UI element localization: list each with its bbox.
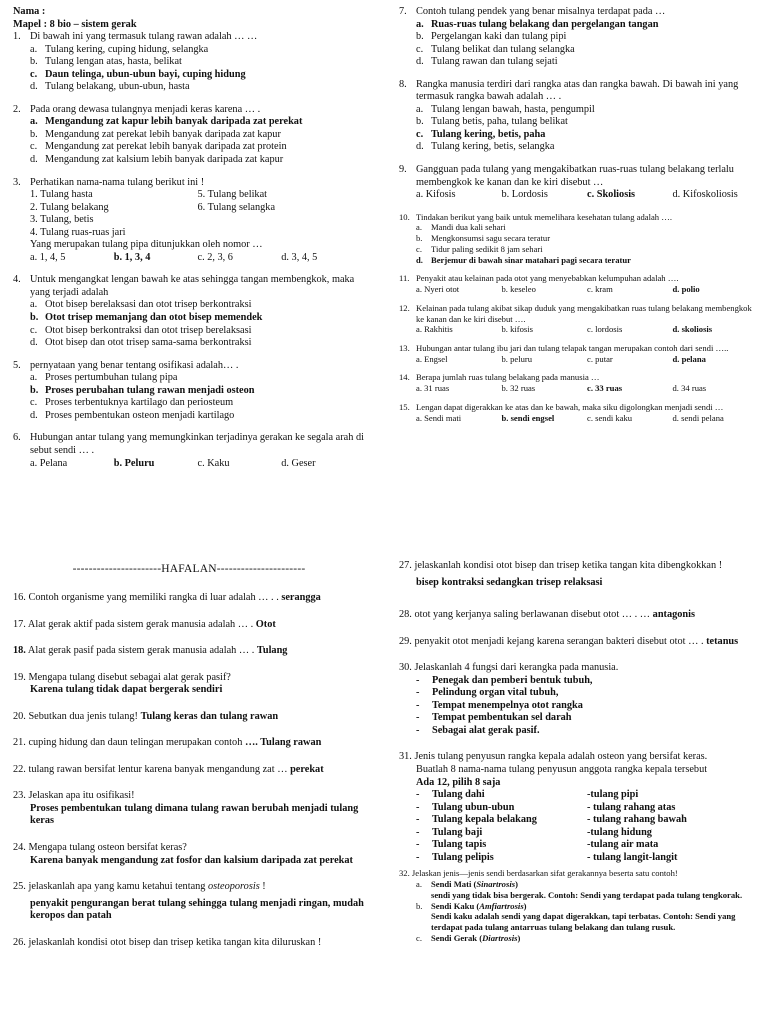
- question-text: Rangka manusia terdiri dari rangka atas dan rangka bawah. Di bawah ini yang termasuk rangka bawah adalah … .: [416, 78, 739, 103]
- option-text: Tidur paling sedikit 8 jam sehari: [431, 243, 543, 254]
- bone-list-item: 4. Tulang ruas-ruas jari: [30, 226, 126, 238]
- option-text: a. Rakhitis: [416, 324, 453, 335]
- question-number: 11.: [399, 273, 410, 284]
- skull-bone-item: Tulang ubun-ubun: [432, 801, 515, 813]
- hafalan-question-24: [13, 842, 365, 867]
- question-5: [13, 360, 365, 423]
- question-number: 3.: [13, 176, 21, 188]
- skull-bone-item: Tulang tapis: [432, 839, 487, 851]
- hafalan-question-29: [399, 636, 758, 649]
- option-letter: b.: [30, 312, 39, 324]
- option-text: d. sendi pelana: [672, 412, 724, 423]
- question-text: Buatlah 8 nama-nama tulang penyusun anggota rangka kepala tersebut: [416, 764, 708, 776]
- option-letter: c.: [30, 324, 38, 336]
- answer-text: Karena banyak mengandung zat fosfor dan kalsium daripada zat perekat: [30, 854, 353, 866]
- option-text: Tulang kering, betis, selangka: [431, 141, 555, 153]
- question-7: [399, 6, 758, 69]
- option-letter: a.: [30, 116, 38, 128]
- option-letter: a.: [416, 103, 424, 115]
- option-letter: c.: [416, 43, 424, 55]
- answer-note: Ada 12, pilih 8 saja: [416, 776, 501, 788]
- option-text: c. sendi kaku: [587, 412, 633, 423]
- question-number: 16.: [13, 592, 26, 604]
- question-text: Jelaskanlah 4 fungsi dari kerangka pada manusia.: [414, 662, 619, 674]
- option-letter: c.: [416, 243, 422, 254]
- option-letter: c.: [30, 141, 38, 153]
- option-text: Mandi dua kali sehari: [431, 222, 506, 233]
- option-letter: b.: [416, 233, 423, 244]
- option-text-answer: Mengandung zat kapur lebih banyak daripada zat perekat: [45, 116, 303, 128]
- joint-type-name: ): [517, 932, 521, 943]
- option-text: d. 3, 4, 5: [281, 251, 318, 263]
- bone-list-item: 5. Tulang belikat: [197, 189, 268, 201]
- question-3: [13, 177, 365, 265]
- option-text-answer: Tulang kering, betis, paha: [431, 128, 546, 140]
- question-number: 12.: [399, 302, 410, 313]
- option-letter: b.: [416, 31, 424, 43]
- question-text: cuping hidung dan daun telingan merupakan contoh: [28, 737, 243, 749]
- hafalan-question-21: [13, 737, 365, 750]
- question-number: 1.: [13, 31, 21, 43]
- option-text: a. Kifosis: [416, 189, 456, 201]
- question-number: 2.: [13, 103, 21, 115]
- question-14: [399, 372, 758, 393]
- question-number: 10.: [399, 211, 410, 222]
- question-text: Lengan dapat digerakkan ke atas dan ke bawah, maka siku digolongkan menjadi sendi …: [416, 401, 724, 412]
- function-item: Tempat menempelnya otot rangka: [432, 699, 583, 711]
- question-11: [399, 273, 758, 294]
- option-text: Mengandung zat kalsium lebih banyak daripada zat kapur: [45, 154, 284, 166]
- option-text: a. 31 ruas: [416, 383, 450, 394]
- question-text: Hubungan antar tulang yang memungkinkan terjadinya gerakan ke segala arah di sebut sendi … .: [30, 432, 364, 456]
- question-number: 9.: [399, 164, 407, 176]
- question-number: 7.: [399, 6, 407, 17]
- option-text: Mengandung zat perekat lebih banyak daripada zat protein: [45, 141, 287, 153]
- option-text: Tulang lengan atas, hasta, belikat: [45, 56, 182, 68]
- option-letter: a.: [30, 43, 38, 55]
- option-letter: a.: [30, 372, 38, 384]
- function-item: Penegak dan pemberi bentuk tubuh,: [432, 674, 593, 686]
- question-text: Di bawah ini yang termasuk tulang rawan adalah … …: [30, 31, 258, 43]
- option-letter: d.: [30, 81, 38, 93]
- option-text: Mengandung zat perekat lebih banyak daripada zat kapur: [45, 128, 281, 140]
- option-text: Mengkonsumsi sagu secara teratur: [431, 233, 551, 244]
- answer-text: Tulang keras dan tulang rawan: [140, 710, 279, 722]
- skull-bone-item: -tulang hidung: [587, 826, 652, 838]
- hafalan-question-26: [13, 937, 365, 950]
- hafalan-question-30: 30. Jelaskanlah 4 fungsi dari kerangka pada manusia. - Penegak dan pemberi bentuk tubuh, - Pelindung organ vital tubuh, - Tempat menempelnya otot rangka - Tempat pembentukan sel darah - Sebagai alat gerak pasif.: [399, 662, 619, 736]
- bone-list-item: 1. Tulang hasta: [30, 189, 93, 201]
- option-text: d. Kifoskoliosis: [672, 189, 738, 201]
- option-letter: d.: [416, 254, 423, 265]
- option-text: Otot bisep berelaksasi dan otot trisep berkontraksi: [45, 299, 252, 311]
- hafalan-question-31: 31. Jenis tulang penyusun rangka kepala adalah osteon yang bersifat keras. Buatlah 8 nama-nama tulang penyusun anggota rangka kepala tersebut Ada 12, pilih 8 saja - Tulang dahi -tulang pipi - Tulang ubun-ubun - tulang rahang atas - Tulang kepala belakang - tulang rahang bawah - Tulang baji -tulang hidung - Tulang tapis -tulang air mata - Tulang pelipis - tulang langit-langit: [399, 751, 758, 864]
- joint-type-description: sendi yang tidak bisa bergerak. Contoh: Sendi yang terdapat pada tulang tengkorak.: [431, 889, 743, 900]
- option-text: Tulang rawan dan tulang sejati: [431, 56, 558, 68]
- hafalan-heading: ----------------------HAFALAN----------------------: [72, 563, 306, 575]
- option-letter: d.: [416, 141, 424, 153]
- option-text: Proses pertumbuhan tulang pipa: [45, 372, 178, 384]
- question-stem: Yang merupakan tulang pipa ditunjukkan oleh nomor …: [30, 239, 263, 251]
- bone-list-item: 6. Tulang selangka: [197, 201, 276, 213]
- skull-bone-item: - tulang rahang atas: [587, 801, 676, 813]
- option-text-answer: d. polio: [672, 284, 700, 295]
- question-text: jelaskanlah apa yang kamu ketahui tentang: [28, 881, 209, 893]
- option-letter: c.: [416, 128, 424, 140]
- option-text: b. peluru: [501, 353, 533, 364]
- answer-text: perekat: [290, 763, 324, 775]
- question-8: [399, 79, 758, 154]
- question-number: 15.: [399, 401, 410, 412]
- question-text: Gangguan pada tulang yang mengakibatkan ruas-ruas tulang belakang terlalu membengkok ke kanan dan ke kiri disebut …: [416, 164, 734, 188]
- question-text: Alat gerak pasif pada sistem gerak manusia adalah … .: [27, 645, 255, 657]
- option-letter: a.: [416, 222, 422, 233]
- right-column-hafalan: [399, 560, 758, 944]
- option-letter: b.: [416, 900, 423, 911]
- skull-bone-item: Tulang pelipis: [432, 851, 494, 863]
- left-column-hafalan: [13, 560, 365, 963]
- function-item: Sebagai alat gerak pasif.: [432, 724, 540, 736]
- joint-type-name: ): [523, 900, 527, 911]
- answer-text: Karena tulang tidak dapat bergerak sendiri: [30, 684, 223, 696]
- option-letter: c.: [30, 68, 38, 80]
- hafalan-question-18: [13, 645, 365, 658]
- left-column-top: [13, 6, 365, 480]
- option-letter: a.: [416, 18, 424, 30]
- question-1: [13, 31, 365, 94]
- question-text: jelaskanlah kondisi otot bisep dan trisep ketika tangan kita diluruskan !: [28, 936, 322, 948]
- question-number: 17.: [13, 618, 26, 630]
- option-text-answer: b. 1, 3, 4: [113, 251, 151, 263]
- option-letter: d.: [30, 337, 38, 349]
- question-text: jelaskanlah kondisi otot bisep dan trisep ketika tangan kita dibengkokkan !: [414, 560, 723, 571]
- question-text: Penyakit atau kelainan pada otot yang menyebabkan kelumpuhan adalah ….: [416, 273, 679, 284]
- question-text: penyakit otot menjadi kejang karena serangan bakteri disebut otot … .: [414, 635, 704, 647]
- option-text: Tulang lengan bawah, hasta, pengumpil: [431, 103, 595, 115]
- option-text: Tulang belakang, ubun-ubun, hasta: [45, 81, 190, 93]
- option-text: d. Geser: [281, 457, 316, 469]
- question-text: Tindakan berikut yang baik untuk memelihara kesehatan tulang adalah ….: [416, 211, 672, 222]
- question-15: [399, 402, 758, 423]
- answer-text: Otot: [255, 618, 276, 630]
- option-letter: d.: [30, 154, 38, 166]
- question-number: 5.: [13, 359, 21, 371]
- option-letter: b.: [30, 56, 38, 68]
- option-text: a. Engsel: [416, 353, 448, 364]
- joint-type-latin: Sinartrosis: [476, 879, 516, 890]
- hafalan-question-27: [399, 560, 758, 589]
- question-text: Kelainan pada tulang akibat sikap duduk yang mengakibatkan ruas tulang belakang membengkok ke kanan dan ke kiri disebut ….: [416, 302, 752, 324]
- joint-type-name: Sendi Kaku (: [431, 900, 480, 911]
- question-9: [399, 164, 758, 202]
- question-text: Mengapa tulang osteon bersifat keras?: [28, 842, 187, 854]
- question-number: 32.: [399, 868, 410, 879]
- question-number: 24.: [13, 842, 26, 854]
- question-text-italic: osteoporosis: [208, 881, 260, 893]
- option-text: Tulang kering, cuping hidung, selangka: [45, 43, 209, 55]
- question-text: Perhatikan nama-nama tulang berikut ini !: [30, 176, 205, 188]
- question-text: !: [259, 881, 266, 893]
- option-text: d. 34 ruas: [672, 383, 707, 394]
- hafalan-question-19: [13, 672, 365, 697]
- option-text: Proses terbentuknya kartilago dan periosteum: [45, 397, 234, 409]
- answer-text: Tulang: [256, 645, 288, 657]
- answer-text: penyakit pengurangan berat tulang sehingga tulang menjadi ringan, mudah keropos dan patah: [30, 897, 364, 922]
- hafalan-question-23: [13, 790, 365, 828]
- hafalan-question-22: [13, 764, 365, 777]
- option-text-answer: Ruas-ruas tulang belakang dan pergelangan tangan: [431, 18, 659, 30]
- option-letter: b.: [416, 116, 424, 128]
- question-text: tulang rawan bersifat lentur karena banyak mengandung zat …: [28, 763, 288, 775]
- option-letter: a.: [416, 879, 422, 890]
- question-10: [399, 212, 758, 266]
- option-text-answer: b. Peluru: [113, 457, 155, 469]
- hafalan-question-25: [13, 881, 365, 923]
- hafalan-question-32: [399, 868, 758, 943]
- answer-text: serangga: [281, 592, 321, 604]
- question-text: otot yang kerjanya saling berlawanan disebut otot … . …: [414, 609, 651, 621]
- option-text: a. Nyeri otot: [416, 284, 460, 295]
- option-letter: d.: [30, 409, 38, 421]
- question-number: 14.: [399, 372, 410, 383]
- option-text-answer: d. pelana: [672, 353, 706, 364]
- question-text: Pada orang dewasa tulangnya menjadi keras karena … .: [30, 103, 261, 115]
- option-text: c. kram: [587, 284, 613, 295]
- skull-bone-item: -tulang air mata: [587, 839, 659, 851]
- option-letter: b.: [30, 384, 39, 396]
- question-number: 4.: [13, 274, 21, 286]
- question-number: 13.: [399, 343, 410, 353]
- joint-type-latin: Amfiartrosis: [479, 900, 524, 911]
- question-number: 22.: [13, 763, 26, 775]
- question-2: [13, 104, 365, 167]
- right-column-top: [399, 6, 758, 431]
- option-text: a. Sendi mati: [416, 412, 462, 423]
- option-letter: b.: [30, 128, 38, 140]
- header-nama: Nama :: [13, 6, 46, 17]
- skull-bone-item: -tulang pipi: [587, 789, 639, 801]
- option-text: a. Pelana: [30, 457, 68, 469]
- joint-type-name: Sendi Mati (: [431, 879, 477, 890]
- question-number: 26.: [13, 936, 26, 948]
- function-item: Pelindung organ vital tubuh,: [432, 687, 559, 699]
- option-letter: c.: [416, 932, 422, 943]
- option-text-answer: Berjemur di bawah sinar matahari pagi secara teratur: [431, 254, 631, 265]
- option-text: b. kifosis: [501, 324, 534, 335]
- option-text: Tulang betis, paha, tulang belikat: [431, 116, 568, 128]
- question-number: 18.: [13, 645, 26, 657]
- skull-bone-item: - tulang langit-langit: [587, 851, 678, 863]
- question-number: 20.: [13, 710, 26, 722]
- hafalan-question-20: [13, 711, 365, 724]
- question-number: 8.: [399, 78, 407, 90]
- option-text-answer: c. 33 ruas: [587, 383, 623, 394]
- question-number: 19.: [13, 671, 26, 683]
- option-letter: d.: [416, 56, 424, 68]
- skull-bone-item: - tulang rahang bawah: [587, 814, 687, 826]
- question-12: [399, 303, 758, 335]
- option-text-answer: Proses perubahan tulang rawan menjadi osteon: [45, 384, 255, 396]
- question-6: [13, 432, 365, 470]
- option-text: b. keseleo: [501, 284, 536, 295]
- question-text: Berapa jumlah ruas tulang belakang pada manusia …: [416, 372, 600, 383]
- question-text: Contoh organisme yang memiliki rangka di luar adalah … . .: [28, 592, 279, 604]
- question-text: Mengapa tulang disebut sebagai alat gerak pasif?: [28, 671, 231, 683]
- option-text: Pergelangan kaki dan tulang pipi: [431, 31, 567, 43]
- function-item: Tempat pembentukan sel darah: [432, 712, 572, 724]
- answer-text: antagonis: [652, 609, 696, 621]
- option-text: Tulang belikat dan tulang selangka: [431, 43, 575, 55]
- question-text: Jenis tulang penyusun rangka kepala adalah osteon yang bersifat keras.: [414, 751, 708, 763]
- question-number: 6.: [13, 432, 21, 444]
- question-text: Jelaskan apa itu osifikasi!: [28, 790, 135, 802]
- skull-bone-item: Tulang kepala belakang: [432, 814, 537, 826]
- hafalan-question-28: [399, 609, 758, 622]
- option-text: c. putar: [587, 353, 613, 364]
- option-text: c. 2, 3, 6: [197, 251, 233, 263]
- option-text-answer: Otot trisep memanjang dan otot bisep memendek: [45, 312, 263, 324]
- option-text: b. Lordosis: [501, 189, 548, 201]
- question-text: Hubungan antar tulang ibu jari dan tulang telapak tangan merupakan contoh dari sendi …..: [416, 343, 729, 353]
- question-text: Alat gerak aktif pada sistem gerak manusia adalah … .: [27, 618, 254, 630]
- question-text: Jelaskan jenis—jenis sendi berdasarkan sifat gerakannya beserta satu contoh!: [411, 868, 678, 879]
- question-4: [13, 274, 365, 349]
- question-text: Untuk mengangkat lengan bawah ke atas sehingga tangan membengkok, maka yang terjadi adalah: [30, 274, 355, 298]
- option-text: a. 1, 4, 5: [30, 251, 66, 263]
- question-number: 29.: [399, 635, 412, 647]
- question-number: 25.: [13, 881, 26, 893]
- option-text-answer: b. sendi engsel: [501, 412, 555, 423]
- question-text: pernyataan yang benar tentang osifikasi adalah… .: [30, 359, 239, 371]
- hafalan-question-16: [13, 592, 365, 605]
- option-text: Otot bisep berkontraksi dan otot trisep berelaksasi: [45, 324, 252, 336]
- option-text: c. lordosis: [587, 324, 623, 335]
- option-letter: c.: [30, 397, 38, 409]
- joint-type-name: Sendi Gerak (: [431, 932, 483, 943]
- hafalan-question-17: [13, 619, 365, 632]
- skull-bone-item: Tulang dahi: [432, 789, 485, 801]
- option-text-answer: c. Skoliosis: [587, 189, 636, 201]
- question-13: [399, 343, 758, 364]
- option-text: Otot bisep dan otot trisep sama-sama berkontraksi: [45, 337, 252, 349]
- bone-list-item: 2. Tulang belakang: [30, 201, 109, 213]
- option-letter: a.: [30, 299, 38, 311]
- option-text: b. 32 ruas: [501, 383, 536, 394]
- header-mapel: Mapel : 8 bio – sistem gerak: [13, 18, 137, 30]
- option-text-answer: Daun telinga, ubun-ubun bayi, cuping hidung: [45, 68, 246, 80]
- answer-text: tetanus: [706, 635, 739, 647]
- question-number: 27.: [399, 560, 412, 571]
- question-number: 23.: [13, 790, 26, 802]
- question-number: 28.: [399, 609, 412, 621]
- question-number: 21.: [13, 737, 26, 749]
- question-text: Sebutkan dua jenis tulang!: [28, 710, 138, 722]
- question-number: 30.: [399, 662, 412, 674]
- option-text: c. Kaku: [197, 457, 230, 469]
- answer-text: Proses pembentukan tulang dimana tulang rawan berubah menjadi tulang keras: [30, 802, 359, 827]
- answer-text: …. Tulang rawan: [244, 737, 322, 749]
- option-text-answer: d. skoliosis: [672, 324, 713, 335]
- option-text: Proses pembentukan osteon menjadi kartilago: [45, 409, 235, 421]
- joint-type-description: Sendi kaku adalah sendi yang dapat digerakkan, tapi terbatas. Contoh: Sendi yang terdapat pada tulang antarruas tulang belakang dan tulang rusuk.: [431, 911, 736, 933]
- joint-type-name: ): [515, 879, 518, 890]
- answer-text: bisep kontraksi sedangkan trisep relaksasi: [416, 576, 603, 588]
- bone-list-item: 3. Tulang, betis: [30, 214, 94, 226]
- skull-bone-item: Tulang baji: [432, 826, 483, 838]
- question-text: Contoh tulang pendek yang benar misalnya terdapat pada …: [416, 6, 666, 17]
- joint-type-latin: Diartrosis: [482, 932, 518, 943]
- question-number: 31.: [399, 751, 412, 763]
